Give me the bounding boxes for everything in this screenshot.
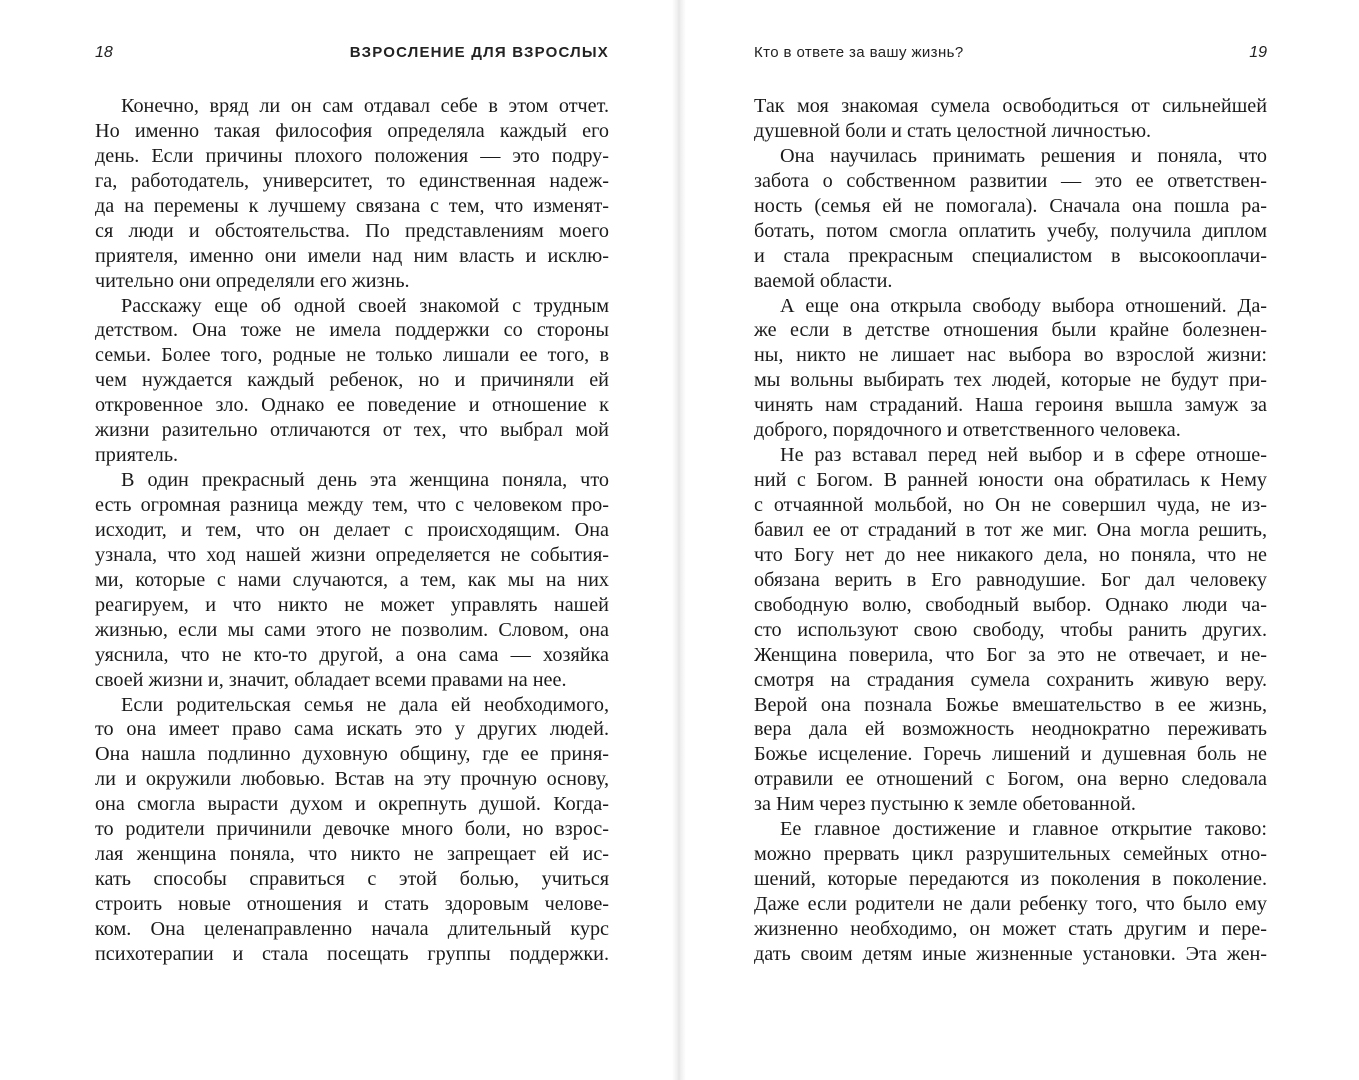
right-page-body (754, 94, 1267, 967)
text-line: строить новые отношения и стать здоровым челове- (95, 893, 609, 915)
text-line: кать способы справиться с этой болью, учиться (95, 868, 609, 891)
text-line: ботать, потом смогла оплатить учебу, получила диплом (754, 219, 1267, 242)
text-line: дать своим детям иные жизненные установки. Эта жен- (754, 942, 1267, 965)
text-line: ком. Она целенаправленно начала длительный курс (95, 917, 609, 940)
text-line: забота о собственном развитии — это ее ответствен- (754, 169, 1267, 192)
text-line: Верой она познала Божье вмешательство в ее жизнь, (754, 693, 1267, 716)
text-line: душевной боли и стать целостной личностью. (754, 119, 1152, 142)
text-line: Она научилась принимать решения и поняла, что (780, 144, 1267, 167)
text-line: день. Если причины плохого положения — это подру- (95, 144, 609, 167)
text-line: А еще она открыла свободу выбора отношений. Да- (780, 294, 1267, 317)
text-line: же если в детстве отношения были крайне болезнен- (754, 319, 1267, 342)
text-line: то она имеет право сама искать это у других людей. (95, 718, 609, 741)
text-line: узнала, что ход нашей жизни определяется не события- (95, 543, 609, 566)
right-page-number: 19 (1249, 44, 1267, 61)
text-line: шений, которые передаются из поколения в поколение. (754, 868, 1267, 891)
text-line: Конечно, вряд ли он сам отдавал себе в этом отчет. (121, 95, 609, 117)
text-line: мы вольны выбирать тех людей, которые не будут при- (754, 369, 1267, 392)
text-line: смотря на страдания сумела сохранить живую веру. (754, 668, 1267, 691)
text-line: жизни разительно отличаются от тех, что выбрал мой (95, 419, 609, 442)
text-line: чинять нам страданий. Наша героиня вышла замуж за (754, 394, 1267, 417)
text-line: Так моя знакомая сумела освободиться от сильнейшей (754, 95, 1267, 117)
text-line: реагируем, и что никто не может управлять нашей (95, 593, 609, 616)
text-line: жизнью, если мы сами этого не позволим. Словом, она (95, 618, 609, 641)
text-line: га, работодатель, университет, то единственная надеж- (95, 169, 609, 192)
text-line: она смогла вырасти духом и окрепнуть душой. Когда- (95, 793, 609, 816)
text-line: ся люди и обстоятельства. По представлениям моего (95, 219, 609, 242)
text-line: Женщина поверила, что Бог за это не отвечает, и не- (754, 643, 1267, 666)
right-page-header (754, 44, 1267, 70)
text-line: Она нашла подлинно духовную общину, где ее приня- (95, 743, 609, 766)
text-line: бавил ее от страданий в тот же миг. Она могла решить, (754, 518, 1267, 541)
text-line: обязана верить в Его равнодушие. Бог дал человеку (754, 568, 1267, 591)
text-line: откровенное зло. Однако ее поведение и отношение к (95, 394, 609, 417)
text-line: ность (семья ей не помогала). Сначала она пошла ра- (754, 194, 1267, 217)
text-line: детством. Она тоже не имела поддержки со стороны (95, 319, 609, 342)
right-running-title: Кто в ответе за вашу жизнь? (754, 44, 964, 61)
text-line: приятель. (95, 444, 179, 467)
text-line: есть огромная разница между тем, что с человеком про- (95, 494, 609, 516)
text-line: ли и окружили любовью. Встав на эту прочную основу, (95, 768, 609, 791)
text-line: сто используют свою свободу, чтобы ранить других. (754, 618, 1267, 641)
text-line: лая женщина поняла, что никто не запрещает ей ис- (95, 843, 609, 866)
text-line: отравили ее отношений с Богом, она верно следовала (754, 768, 1267, 791)
text-line: то родители причинили девочке много боли, но взрос- (95, 818, 609, 841)
text-line: Но именно такая философия определяла каждый его (95, 119, 609, 142)
text-line: чем нуждается каждый ребенок, но и причиняли ей (95, 369, 609, 392)
text-line: Даже если родители не дали ребенку того, что было ему (754, 893, 1267, 915)
text-line: исходит, и тем, что он делает с происходящим. Она (95, 518, 609, 541)
left-page-body (95, 94, 609, 967)
text-line: психотерапии и стала посещать группы поддержки. (95, 942, 609, 965)
text-line: Расскажу еще об одной своей знакомой с трудным (121, 294, 609, 317)
text-line: уяснила, что не кто-то другой, а она сама — хозяйка (95, 643, 609, 666)
text-line: жизненно необходимо, он может стать другим и пере- (754, 917, 1267, 940)
text-line: что Богу нет до нее никакого дела, но поняла, что не (754, 543, 1267, 566)
left-running-title: ВЗРОСЛЕНИЕ ДЛЯ ВЗРОСЛЫХ (349, 44, 609, 61)
text-line: В один прекрасный день эта женщина поняла, что (121, 469, 609, 492)
text-line: Не раз вставал перед ней выбор и в сфере отноше- (780, 444, 1267, 467)
text-line: семьи. Более того, родные не только лишали ее того, в (95, 344, 609, 367)
text-line: можно прервать цикл разрушительных семейных отно- (754, 843, 1267, 866)
text-line: Если родительская семья не дала ей необходимого, (121, 693, 609, 716)
text-line: своей жизни и, значит, обладает всеми правами на нее. (95, 668, 567, 691)
text-line: за Ним через пустыню к земле обетованной. (754, 793, 1136, 816)
text-line: с отчаянной мольбой, но Он не совершил чуда, не из- (754, 494, 1267, 516)
left-page-header (95, 44, 609, 70)
text-line: свободную волю, свободный выбор. Однако люди ча- (754, 593, 1267, 616)
text-line: ваемой области. (754, 269, 893, 292)
text-line: ны, никто не лишает нас выбора во взрослой жизни: (754, 344, 1267, 367)
text-line: чительно они определяли его жизнь. (95, 269, 410, 292)
text-line: доброго, порядочного и ответственного человека. (754, 419, 1181, 442)
text-line: да на перемены к лучшему связана с тем, что изменят- (95, 194, 609, 217)
left-page-number: 18 (95, 44, 113, 61)
text-line: Божье исцеление. Горечь лишений и душевная боль не (754, 743, 1267, 766)
text-line: Ее главное достижение и главное открытие таково: (780, 818, 1267, 841)
text-line: вера дала ей возможность неоднократно переживать (754, 718, 1267, 741)
text-line: приятеля, именно они имели над ним власть и исклю- (95, 244, 609, 267)
text-line: ний с Богом. В ранней юности она обратилась к Нему (754, 469, 1267, 492)
text-line: ми, которые с нами случаются, а тем, как мы на них (95, 568, 609, 591)
book-gutter (672, 0, 686, 1080)
text-line: и стала прекрасным специалистом в высокооплачи- (754, 244, 1267, 267)
